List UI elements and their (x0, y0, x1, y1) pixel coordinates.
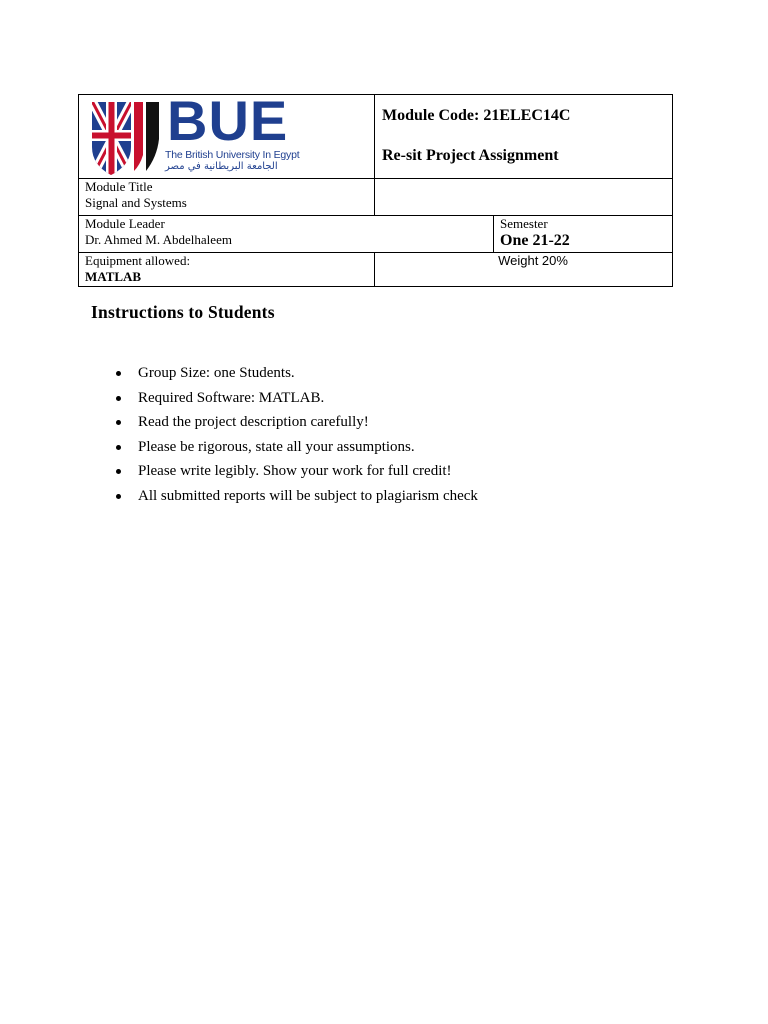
module-leader-value: Dr. Ahmed M. Abdelhaleem (85, 232, 232, 247)
logo-arabic-subtitle: الجامعة البريطانية في مصر (165, 161, 278, 172)
instructions-title: Instructions to Students (91, 302, 275, 322)
module-code-cell (375, 95, 673, 179)
bullet-icon (116, 371, 121, 376)
equipment-cell (79, 253, 375, 287)
bullet-icon (116, 396, 121, 401)
list-item: Read the project description carefully! (116, 410, 478, 435)
logo-wordmark: BUE (167, 89, 289, 152)
equipment-value: MATLAB (85, 269, 142, 284)
module-info-table (78, 89, 673, 287)
logo-cell (79, 89, 375, 179)
logo-subtitle: The British University In Egypt (165, 149, 300, 161)
list-item: Please be rigorous, state all your assumptions. (116, 435, 478, 460)
empty-cell (375, 179, 673, 216)
semester-label: Semester (500, 216, 548, 231)
weight-cell (375, 253, 673, 287)
bue-logo (91, 89, 325, 177)
equipment-row (79, 253, 673, 287)
instructions-list (116, 361, 478, 509)
module-code: Module Code: 21ELEC14C (382, 107, 571, 124)
bullet-icon (116, 494, 121, 499)
header-row (79, 95, 673, 179)
module-title-row (79, 179, 673, 216)
module-title-label: Module Title (85, 179, 153, 194)
module-leader-cell (79, 216, 494, 253)
bullet-icon (116, 420, 121, 425)
bullet-icon (116, 445, 121, 450)
module-leader-label: Module Leader (85, 216, 165, 231)
semester-value: One 21-22 (500, 232, 570, 249)
list-item: Required Software: MATLAB. (116, 386, 478, 411)
semester-cell (494, 216, 673, 253)
weight-value: Weight 20% (498, 253, 568, 268)
module-title-value: Signal and Systems (85, 195, 187, 210)
assignment-title: Re-sit Project Assignment (382, 147, 559, 164)
list-item: All submitted reports will be subject to plagiarism check (116, 484, 478, 509)
bue-shield-icon (91, 99, 163, 177)
list-item: Group Size: one Students. (116, 361, 478, 386)
equipment-label: Equipment allowed: (85, 253, 191, 268)
list-item: Please write legibly. Show your work for full credit! (116, 459, 478, 484)
module-leader-row (79, 216, 673, 253)
module-title-cell (79, 179, 375, 216)
bullet-icon (116, 469, 121, 474)
